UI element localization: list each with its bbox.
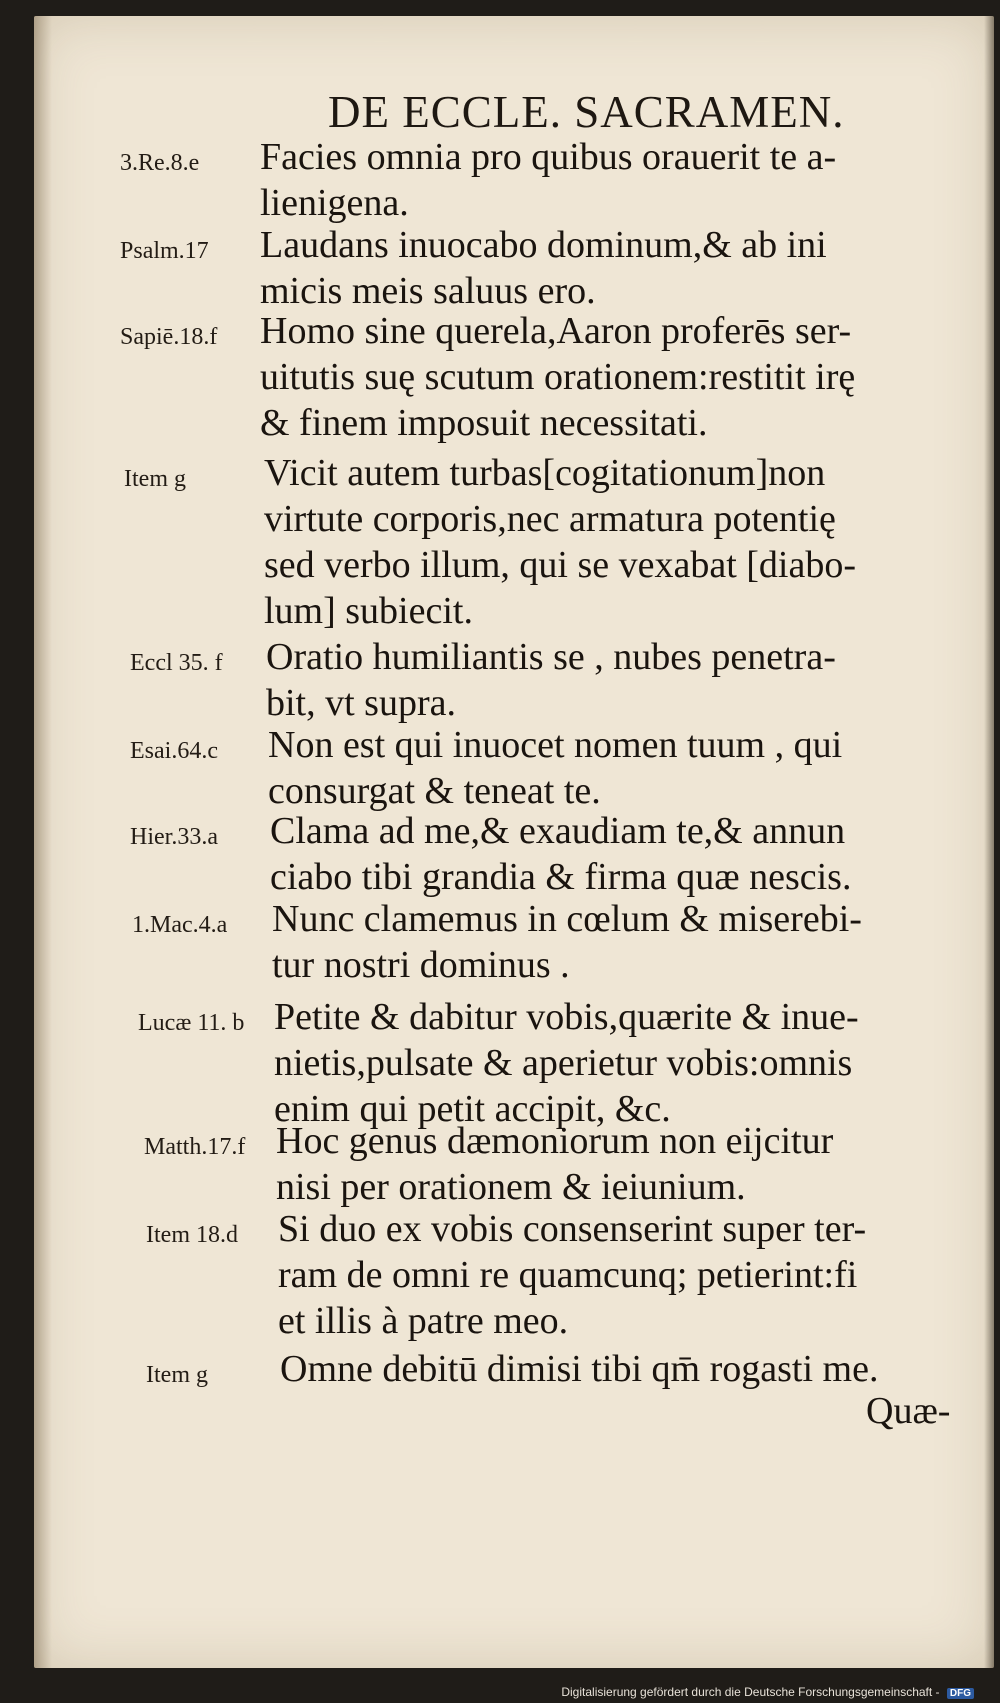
- text-line: Clama ad me,& exaudiam te,& annun: [270, 810, 846, 852]
- marginal-reference: 1.Mac.4.a: [132, 912, 228, 938]
- marginal-reference: Lucæ 11. b: [138, 1010, 245, 1036]
- text-line: micis meis saluus ero.: [260, 270, 596, 312]
- text-line: Omne debitū dimisi tibi qm̄ rogasti me.: [280, 1348, 879, 1390]
- catchword: Quæ-: [866, 1390, 951, 1432]
- text-line: bit, vt supra.: [266, 682, 456, 724]
- running-header: DE ECCLE. SACRAMEN.: [328, 87, 845, 137]
- marginal-reference: Item g: [146, 1362, 208, 1388]
- text-line: lum] subiecit.: [264, 590, 473, 632]
- marginal-reference: Eccl 35. f: [130, 650, 223, 676]
- text-line: consurgat & teneat te.: [268, 770, 601, 812]
- footer-text: Digitalisierung gefördert durch die Deutsche Forschungsgemeinschaft -: [561, 1685, 940, 1699]
- text-line: & finem imposuit necessitati.: [260, 402, 708, 444]
- text-line: nietis,pulsate & aperietur vobis:omnis: [274, 1042, 853, 1084]
- text-line: Hoc genus dæmoniorum non eijcitur: [276, 1120, 834, 1162]
- text-line: tur nostri dominus .: [272, 944, 570, 986]
- marginal-reference: Sapiē.18.f: [120, 324, 218, 350]
- page-edge-shadow: [984, 16, 994, 1668]
- text-line: ciabo tibi grandia & firma quæ nescis.: [270, 856, 852, 898]
- marginal-reference: Psalm.17: [120, 238, 209, 264]
- marginal-reference: Item g: [124, 466, 186, 492]
- text-line: Si duo ex vobis consenserint super ter-: [278, 1208, 867, 1250]
- text-line: Vicit autem turbas[cogitationum]non: [264, 452, 826, 494]
- marginal-reference: Hier.33.a: [130, 824, 218, 850]
- page-spine-shadow: [34, 16, 52, 1668]
- scanned-page: [34, 16, 994, 1668]
- text-line: nisi per orationem & ieiunium.: [276, 1166, 746, 1208]
- text-line: enim qui petit accipit, &c.: [274, 1088, 671, 1130]
- text-line: Nunc clamemus in cœlum & miserebi-: [272, 898, 862, 940]
- marginal-reference: Matth.17.f: [144, 1134, 246, 1160]
- text-line: Petite & dabitur vobis,quærite & inue-: [274, 996, 859, 1038]
- text-line: Oratio humiliantis se , nubes penetra-: [266, 636, 836, 678]
- marginal-reference: Esai.64.c: [130, 738, 218, 764]
- dfg-logo: DFG: [947, 1688, 974, 1699]
- text-line: Homo sine querela,Aaron proferēs ser-: [260, 310, 852, 352]
- text-line: Facies omnia pro quibus orauerit te a-: [260, 136, 837, 178]
- text-line: sed verbo illum, qui se vexabat [diabo-: [264, 544, 857, 586]
- text-line: Non est qui inuocet nomen tuum , qui: [268, 724, 843, 766]
- text-line: et illis à patre meo.: [278, 1300, 569, 1342]
- marginal-reference: 3.Re.8.e: [120, 150, 200, 176]
- marginal-reference: Item 18.d: [146, 1222, 238, 1248]
- text-line: ram de omni re quamcunq; petierint:fi: [278, 1254, 858, 1296]
- digitization-credit: [561, 1685, 974, 1699]
- text-line: Laudans inuocabo dominum,& ab ini: [260, 224, 827, 266]
- text-line: virtute corporis,nec armatura potentię: [264, 498, 836, 540]
- text-line: lienigena.: [260, 182, 409, 224]
- text-line: uitutis suę scutum orationem:restitit irę: [260, 356, 856, 398]
